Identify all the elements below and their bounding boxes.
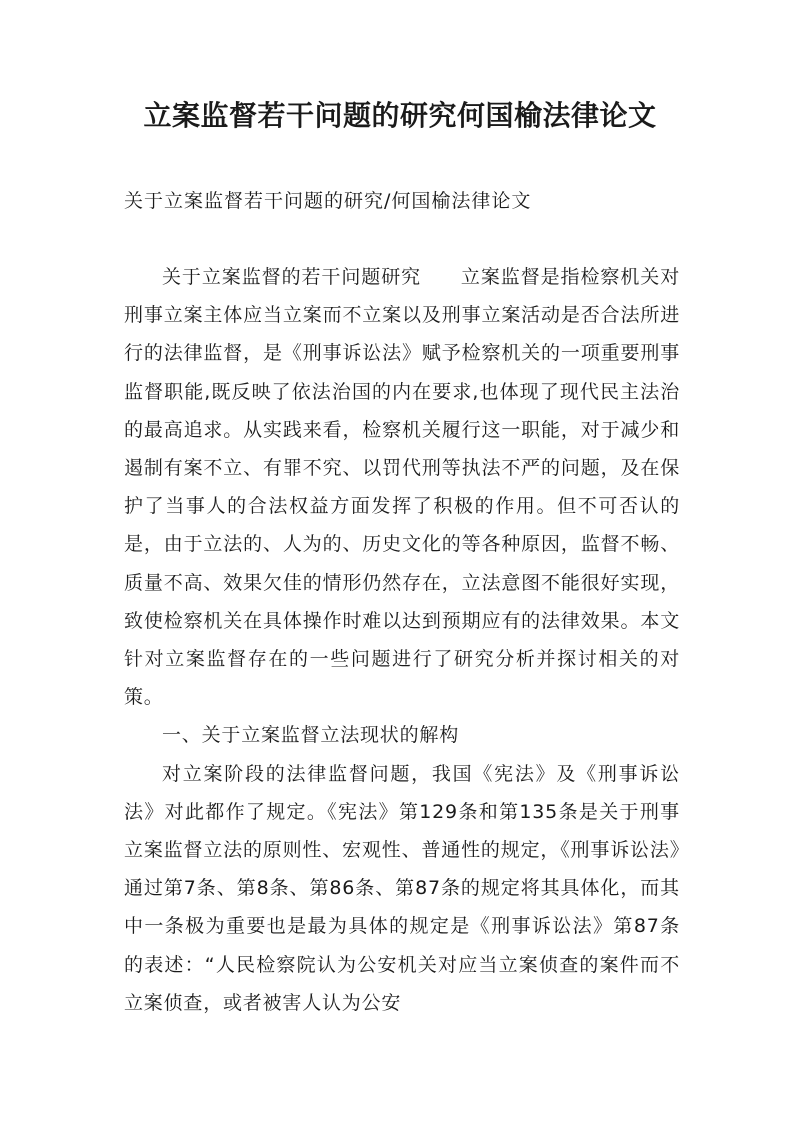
- document-title: 立案监督若干问题的研究何国榆法律论文: [143, 99, 657, 132]
- body-paragraph: 关于立案监督的若干问题研究 立案监督是指检察机关对刑事立案主体应当立案而不立案以及刑事立案活动是否合法所进行的法律监督，是《刑事诉讼法》赋予检察机关的一项重要刑事监督职能,既反映了依法治国的内在要求,也体现了现代民主法治的最高追求。从实践来看，检察机关履行这一职能，对于减少和遏制有案不立、有罪不究、以罚代刑等执法不严的问题，及在保护了当事人的合法权益方面发挥了积极的作用。但不可否认的是，由于立法的、人为的、历史文化的等各种原因，监督不畅、质量不高、效果欠佳的情形仍然存在，立法意图不能很好实现，致使检察机关在具体操作时难以达到预期应有的法律效果。本文针对立案监督存在的一些问题进行了研究分析并探讨相关的对策。: [124, 266, 680, 709]
- body-paragraph: 对立案阶段的法律监督问题，我国《宪法》及《刑事诉讼法》对此都作了规定。《宪法》第129条和第135条是关于刑事立案监督立法的原则性、宏观性、普通性的规定，《刑事诉讼法》通过第7条、第8条、第86条、第87条的规定将其具体化，而其中一条极为重要也是最为具体的规定是《刑事诉讼法》第87条的表述：“人民检察院认为公安机关对应当立案侦查的案件而不立案侦查，或者被害人认为公安: [124, 762, 680, 1014]
- document-subtitle: 关于立案监督若干问题的研究/何国榆法律论文: [124, 190, 532, 212]
- section-heading: 一、关于立案监督立法现状的解构: [162, 724, 460, 747]
- document-body: [124, 258, 680, 1022]
